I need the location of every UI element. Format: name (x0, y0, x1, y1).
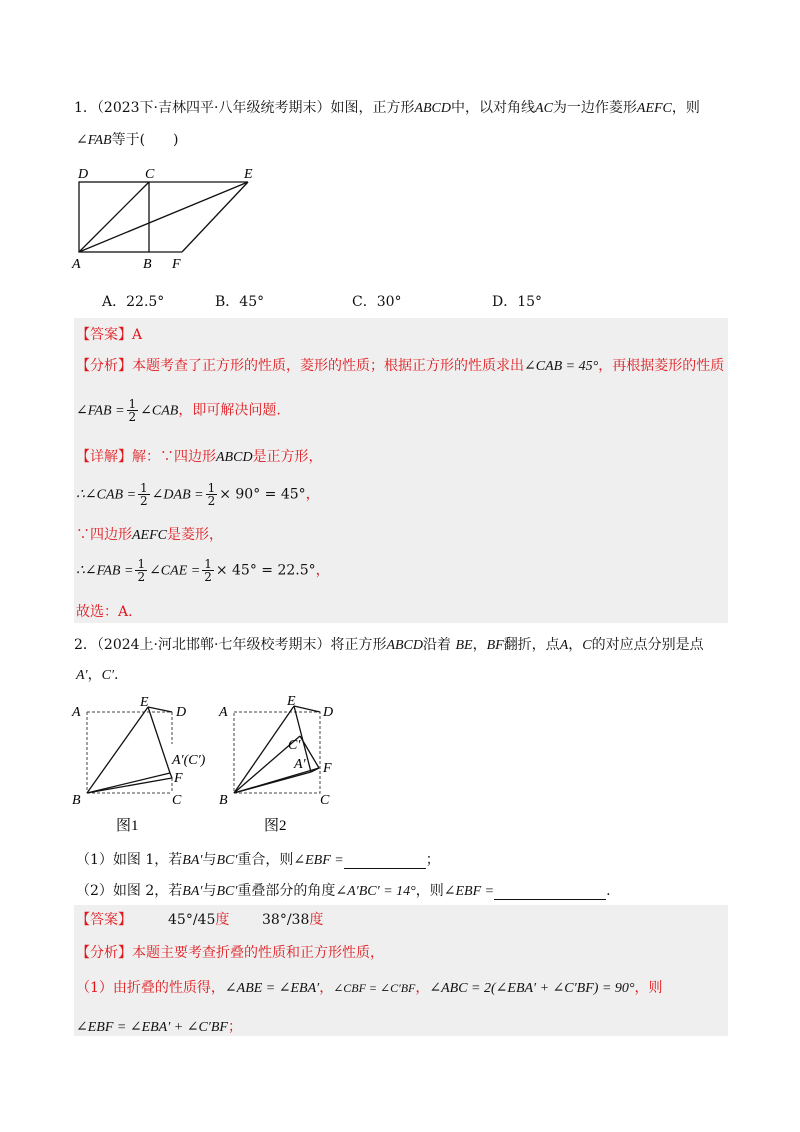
fraction (127, 398, 139, 423)
q1-stem-text: 等于( ) (111, 132, 179, 148)
fig2-caption: 图2 (264, 818, 287, 834)
q2-answer-2 (262, 909, 323, 929)
q1-stem-text: 如图，正方形 (330, 100, 415, 116)
q2-analysis-text: 本题主要考查折叠的性质和正方形性质， (132, 945, 384, 961)
answer-alt: /38 (286, 912, 310, 928)
segment-ea (148, 707, 170, 773)
separator: ， (568, 637, 583, 653)
fraction-den: 2 (137, 570, 146, 584)
q1-analysis-eq: ∠CAB (140, 403, 179, 419)
q2-point-c: C (582, 638, 592, 653)
fig2-label-f: F (323, 761, 332, 776)
option-value: 22.5° (126, 294, 165, 310)
q2-ray-ba: BA′ (182, 853, 203, 868)
q1-detail-line4 (76, 558, 330, 583)
option-value: 30° (376, 294, 402, 310)
fraction-num: 1 (140, 481, 148, 495)
punctuation: ； (425, 852, 440, 868)
q2-figure-2 (214, 692, 354, 842)
q1-analysis-text: 本题考查了正方形的性质，菱形的性质；根据正方形的性质求出 (132, 358, 524, 374)
fold-line-bf (87, 778, 172, 793)
fraction-den: 2 (204, 570, 212, 584)
comma: ， (415, 980, 430, 996)
q1-choice-line (76, 601, 133, 621)
fraction-num: 1 (137, 557, 146, 571)
q2-part-text: 与 (202, 883, 217, 899)
fraction-num: 1 (204, 557, 212, 571)
punctuation: . (606, 883, 611, 899)
q2-analysis-eq: ∠ABC = 2(∠EBA′ + ∠C′BF) = 90° (429, 981, 635, 996)
q2-part-text: （2）如图 2，若 (76, 883, 183, 899)
q2-point-a: A (559, 638, 569, 653)
q2-fold-line-bf: BF (486, 638, 504, 653)
option-value: 15° (517, 294, 543, 310)
q1-detail-eq: × 45° = 22.5° (215, 562, 316, 579)
answer-value: 45° (168, 912, 193, 928)
q1-label-d: D (78, 167, 89, 182)
answer-unit: 度 (309, 912, 324, 928)
q1-detail-text: 是菱形， (167, 527, 223, 543)
segment-ed (294, 706, 320, 712)
fig2-label-c-prime: C′ (288, 738, 301, 753)
q2-blank-1[interactable] (344, 852, 426, 869)
q1-answer-label: 【答案】 (76, 327, 132, 343)
fraction-num: 1 (128, 397, 137, 411)
q1-detail-eq: ∠CAE = (149, 563, 201, 579)
fraction-den: 2 (128, 410, 137, 424)
q1-diagonal-name: AC (535, 101, 553, 116)
fraction (138, 482, 150, 507)
fig1-label-d: D (176, 705, 187, 720)
q1-angle: ∠FAB (76, 133, 112, 148)
answer-value: 38° (262, 912, 287, 928)
q2-stem-text: ， (472, 637, 487, 653)
fraction-num: 1 (207, 481, 216, 495)
q2-angle-ebf: ∠EBF = (443, 884, 495, 899)
q2-overlap-angle: ∠A′BC′ = 14° (335, 884, 416, 899)
q1-detail-text: 解：∵四边形 (132, 449, 216, 465)
q2-analysis-eq: ∠ABE = ∠EBA′ (224, 981, 320, 996)
q1-label-c: C (145, 167, 155, 182)
fraction-den: 2 (207, 494, 216, 508)
option-value: 45° (239, 294, 265, 310)
q2-ray-ba: BA′ (182, 884, 203, 899)
q1-label-b: B (143, 257, 152, 272)
period: . (114, 667, 119, 683)
q2-angle-ebf: ∠EBF = (293, 853, 344, 868)
q1-rhombus-name: AEFC (636, 101, 672, 116)
q1-detail-line2 (76, 482, 320, 507)
q1-analysis-label: 【分析】 (76, 358, 132, 374)
q1-square-name: ABCD (414, 101, 452, 116)
segment-ed (148, 707, 172, 712)
q1-detail-eq: ∠DAB = (151, 487, 204, 503)
comma: ， (319, 980, 334, 996)
fig2-label-d: D (323, 705, 334, 720)
q2-part2 (76, 880, 611, 900)
q2-square-name: ABCD (386, 638, 424, 653)
q1-option-c[interactable] (352, 291, 402, 311)
q1-option-d[interactable] (492, 291, 542, 311)
q2-answer-label: 【答案】 (76, 912, 132, 928)
fraction-den: 2 (140, 494, 148, 508)
q2-part-text: 重叠部分的角度 (237, 883, 336, 899)
q2-analysis-eq: ∠EBF = ∠EBA′ + ∠C′BF (76, 1020, 228, 1035)
q2-analysis-eq: ∠CBF = ∠C′BF (333, 981, 416, 995)
fraction (206, 482, 218, 507)
q1-analysis-line2 (76, 398, 281, 423)
q1-side-ef (182, 182, 248, 252)
q1-analysis-eq: ∠FAB = (76, 403, 125, 419)
q2-ray-bc: BC′ (216, 853, 238, 868)
q1-detail-text: 是正方形， (252, 449, 323, 465)
fig2-label-c: C (320, 793, 330, 808)
q2-fold-line-be: BE (455, 638, 473, 653)
fig2-label-a-prime: A′ (294, 757, 306, 772)
q2-stem-text: 翻折，点 (503, 637, 560, 653)
fig1-label-c: C (172, 793, 182, 808)
q1-detail-line3 (76, 524, 223, 544)
q2-part-text: （1）如图 1，若 (76, 852, 183, 868)
option-letter: A． (102, 294, 127, 310)
q1-answer-value: A (132, 327, 143, 343)
q2-analysis-line2 (76, 977, 663, 997)
q1-diagonal-ae (79, 182, 248, 252)
q1-option-b[interactable] (215, 291, 264, 311)
q2-figure-1 (68, 692, 208, 842)
fraction (135, 558, 147, 583)
q1-number: 1． (74, 100, 97, 116)
q1-detail-eq: ∴∠FAB = (76, 563, 134, 579)
q2-part-text: 重合，则 (237, 852, 294, 868)
fig1-caption: 图1 (116, 818, 139, 834)
q2-stem-text: 沿着 (423, 637, 452, 653)
q1-option-a[interactable] (102, 291, 164, 311)
q1-label-a: A (72, 257, 81, 272)
fig1-label-a: A (72, 705, 81, 720)
q1-analysis-eq: ∠CAB = 45° (524, 359, 599, 374)
q2-analysis-label: 【分析】 (76, 945, 132, 961)
fraction (202, 558, 214, 583)
q2-stem-line1 (74, 634, 704, 654)
q1-detail-eq: ∴∠CAB = (76, 487, 137, 503)
option-letter: D． (492, 294, 518, 310)
q1-analysis-text: ，再根据菱形的性质 (598, 358, 725, 374)
q2-source: （2024上·河北邯郸·七年级校考期末） (96, 637, 331, 653)
q1-label-f: F (172, 257, 181, 272)
q2-ray-bc: BC′ (216, 884, 238, 899)
q1-rhombus-name: AEFC (132, 528, 167, 543)
q1-stem-text: 中，以对角线 (451, 100, 536, 116)
fig1-label-e: E (140, 695, 149, 710)
answer-alt: /45 (192, 912, 216, 928)
separator: ， (87, 667, 102, 683)
q1-choice: 故选：A. (76, 604, 133, 620)
fig2-label-a: A (219, 705, 228, 720)
q2-part-text: ，则 (415, 883, 444, 899)
q2-stem-text: 将正方形 (330, 637, 387, 653)
fig1-label-a-prime-c-prime: A′(C′) (172, 753, 206, 768)
q2-point-a-prime: A′ (76, 668, 88, 683)
q2-analysis-line1 (76, 942, 384, 962)
q1-detail-eq: × 90° = 45° (219, 486, 306, 503)
q2-analysis-text: ，则 (634, 980, 663, 996)
comma: ， (305, 486, 320, 503)
q1-square-name: ABCD (216, 450, 253, 465)
q1-source: （2023下·吉林四平·八年级统考期末） (96, 100, 331, 116)
q2-point-c-prime: C′ (101, 668, 115, 683)
q1-stem-line1 (74, 97, 700, 117)
option-letter: B． (215, 294, 240, 310)
answer-unit: 度 (215, 912, 230, 928)
q1-figure (70, 160, 270, 275)
q1-analysis-line1 (76, 355, 724, 375)
q1-stem-line2 (76, 129, 179, 149)
q1-detail-label: 【详解】 (76, 449, 132, 465)
option-letter: C． (352, 294, 377, 310)
q1-analysis-text: ，即可解决问题. (178, 402, 281, 419)
q2-stem-line2 (76, 664, 118, 684)
q1-stem-text: 为一边作菱形 (552, 100, 637, 116)
q1-detail-line1 (76, 446, 323, 466)
q2-analysis-line3 (76, 1016, 242, 1036)
fig2-label-e: E (287, 694, 296, 709)
punctuation: ； (227, 1019, 242, 1035)
q2-answer-line (76, 909, 324, 929)
q2-blank-2[interactable] (494, 883, 606, 900)
segment-af (170, 773, 172, 778)
q2-part1 (76, 849, 440, 869)
q2-analysis-text: （1）由折叠的性质得， (76, 980, 225, 996)
q2-part-text: 与 (202, 852, 217, 868)
q1-detail-text: ∵四边形 (76, 527, 132, 543)
q2-number: 2． (74, 637, 97, 653)
fold-line-bf (234, 768, 319, 793)
fig1-label-f: F (174, 771, 183, 786)
q1-diagonal-ac (79, 182, 149, 252)
comma: ， (315, 562, 330, 579)
q2-stem-text: 的对应点分别是点 (591, 637, 704, 653)
q1-answer-line (76, 324, 142, 344)
q1-label-e: E (244, 167, 253, 182)
q1-stem-text: ，则 (671, 100, 700, 116)
fig2-label-b: B (219, 793, 228, 808)
q2-answer-1 (168, 909, 229, 929)
fig1-label-b: B (72, 793, 81, 808)
